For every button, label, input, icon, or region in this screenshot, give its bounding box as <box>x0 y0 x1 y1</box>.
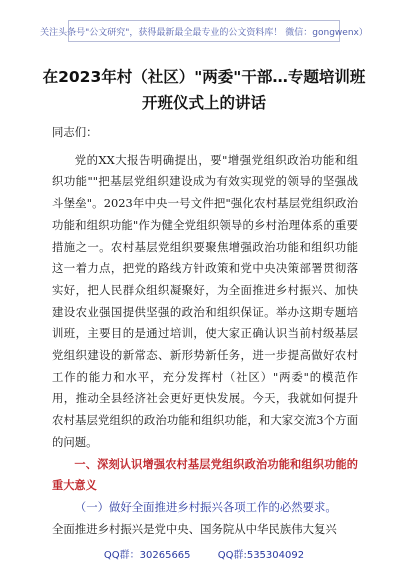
footer-qq-group-1: QQ群：30265665 <box>103 550 191 561</box>
paragraph-section-1: 全面推进乡村振兴是党中央、国务院从中华民族伟大复兴 <box>52 521 337 536</box>
section-heading-1: 一、深刻认识增强农村基层党组织政治功能和组织功能的重大意义 <box>52 457 358 493</box>
salutation: 同志们： <box>52 125 98 139</box>
footer-contact <box>0 546 408 561</box>
document-body <box>52 122 358 540</box>
document-title: 在2023年村（社区）"两委"干部…专题培训班开班仪式上的讲话 <box>42 68 366 112</box>
subsection-heading-1: （一）做好全面推进乡村振兴各项工作的必然要求。 <box>74 499 337 514</box>
promo-banner: 关注头条号"公文研究"，获得最新最全最专业的公文资料库！ 微信：gongwenx） <box>68 20 340 42</box>
paragraph-intro: 党的XX大报告明确提出，要"增强党组织政治功能和组织功能""把基层党组织建设成为有效实现党的领导的坚强战斗堡垒"。2023年中央一号文件把"强化农村基层党组织政治功能和组织功能"作为健全党组织领导的乡村治理体系的重要措施之一。农村基层党组织要聚焦增强政治功能和组织功能这一着力点，把党的路线方针政策和党中央决策部署贯彻落实好，把人民群众组织凝聚好，为全面推进乡村振兴、加快建设农业强国提供坚强的政治和组织保证。举办这期专题培训班，主要目的是通过培训，使大家正确认识当前村级基层党组织建设的新常态、新形势新任务，进一步提高做好农村工作的能力和水平，充分发挥村（社区）"两委"的模范作用，推动全县经济社会更好更快发展。今天，我就如何提升农村基层党组织的政治功能和组织功能，和大家交流3个方面的问题。 <box>52 152 358 449</box>
footer-qq-group-2: QQ群:535304092 <box>217 550 305 561</box>
